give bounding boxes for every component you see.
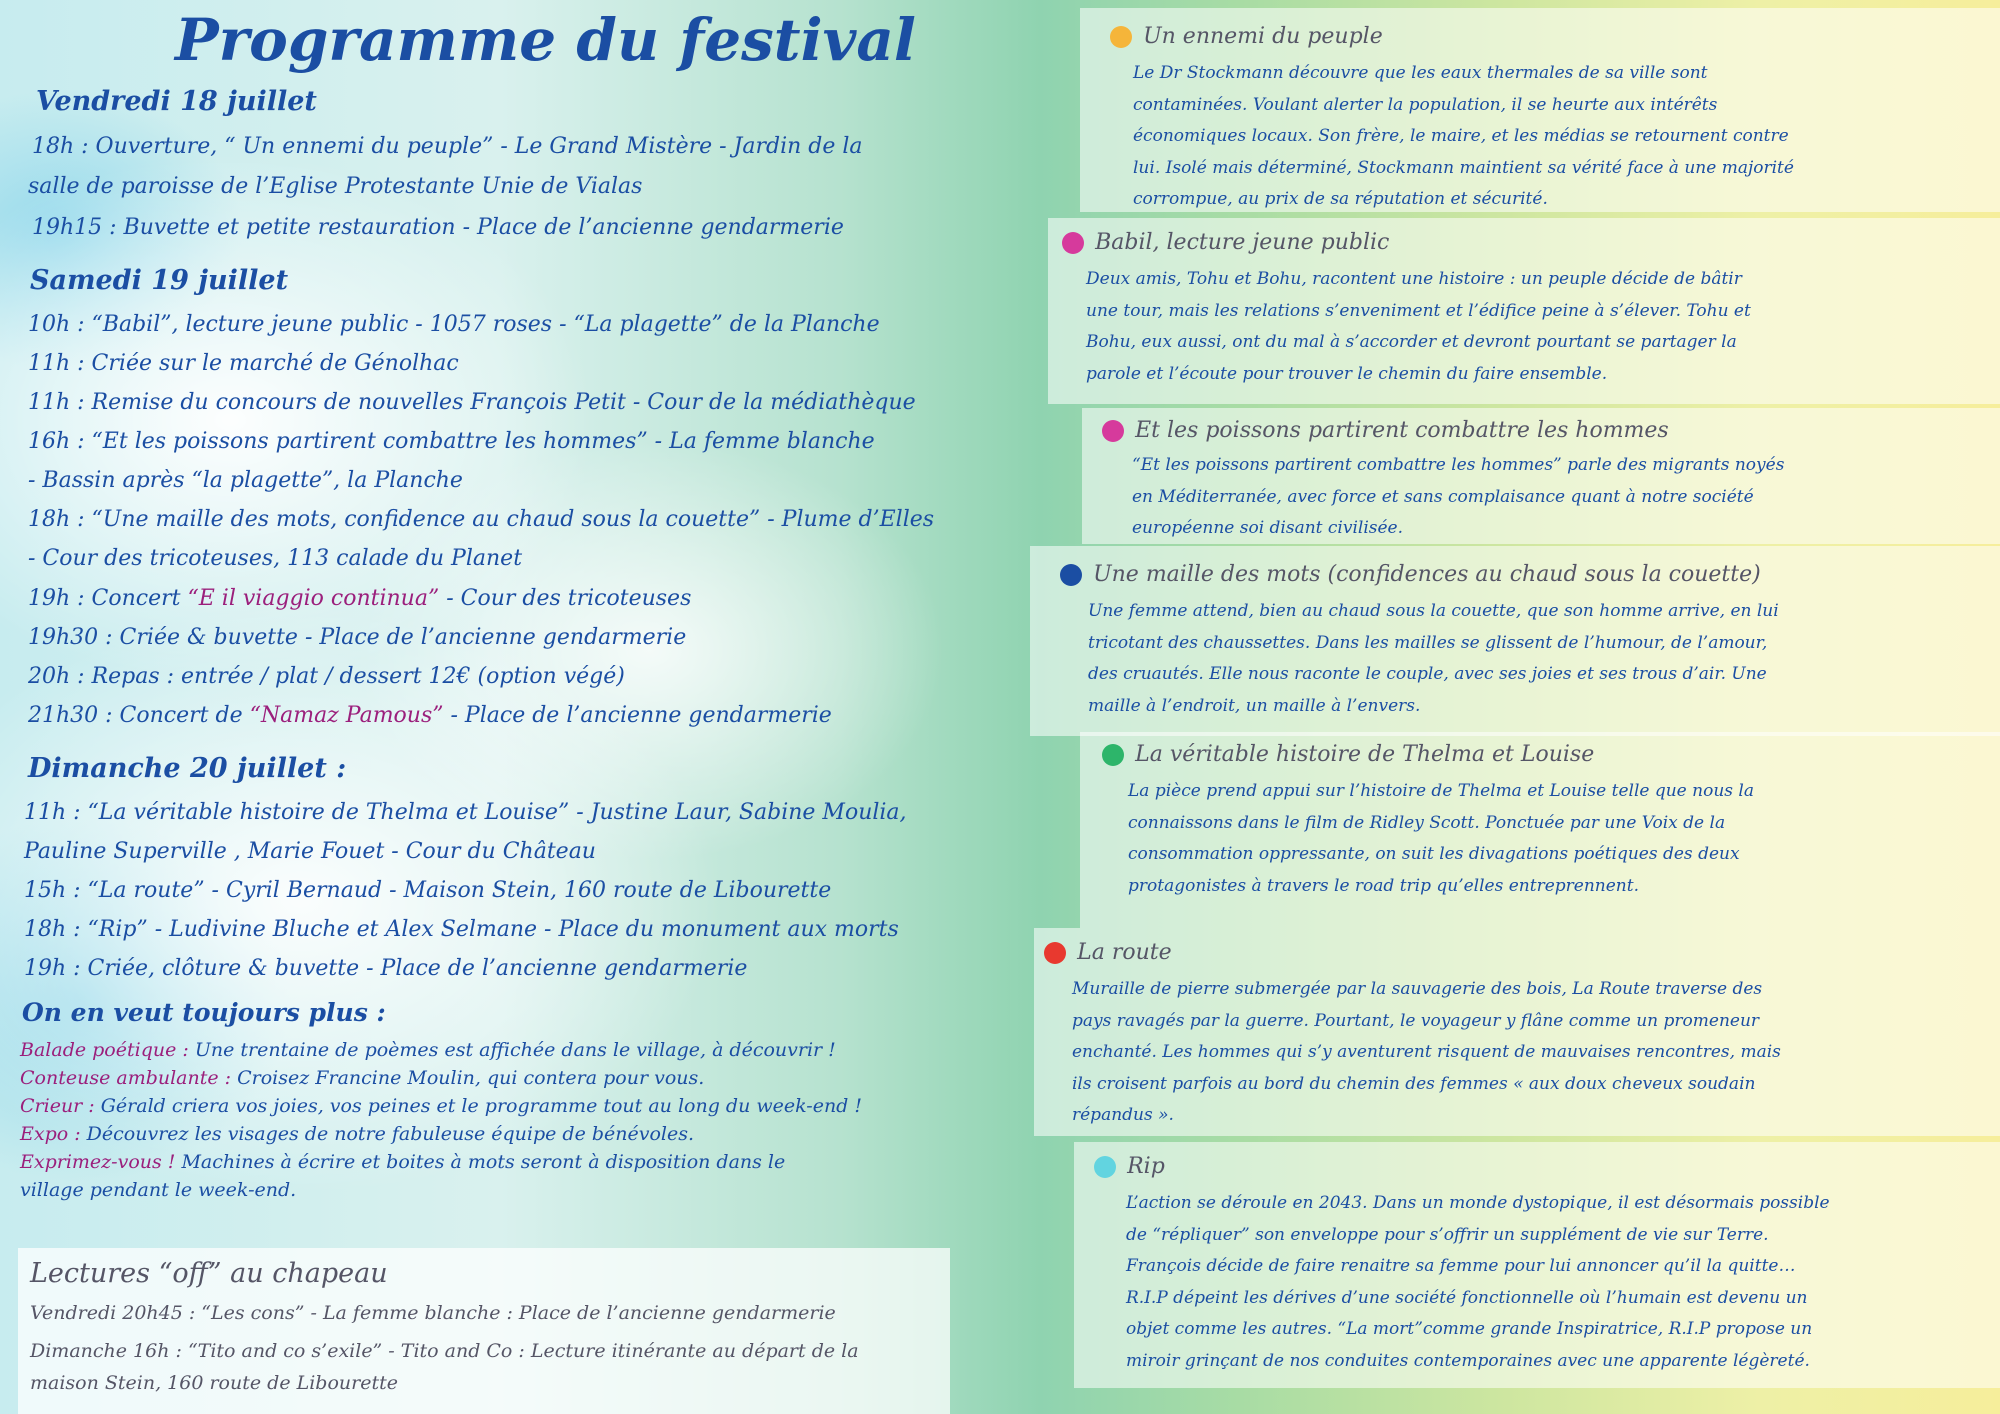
day-heading-friday: Vendredi 18 juillet (36, 86, 317, 117)
saturday-line-5b: - Cour des tricoteuses, 113 calade du Planet (28, 546, 523, 571)
more-item-2 (20, 1064, 862, 1092)
desc-line: pays ravagés par la guerre. Pourtant, le voyageur y flâne comme un promeneur (1072, 1010, 1760, 1031)
show-title: Une maille des mots (confidences au chaud sous la couette) (1093, 562, 1761, 587)
off-line-2b: maison Stein, 160 route de Libourette (30, 1372, 398, 1394)
show-title-row (1044, 940, 1172, 965)
show-title-row (1110, 24, 1383, 49)
desc-line: répandus ». (1072, 1105, 1174, 1125)
show-title-row (1062, 230, 1389, 255)
pink-dot-icon (1062, 232, 1084, 254)
saturday-line-6-pre: 19h : Concert (28, 586, 188, 611)
sunday-line-4: 19h : Criée, clôture & buvette - Place de l’ancienne gendarmerie (24, 956, 748, 981)
saturday-line-1: 10h : “Babil”, lecture jeune public - 1057 roses - “La plagette” de la Planche (28, 312, 880, 337)
desc-line: L’action se déroule en 2043. Dans un monde dystopique, il est désormais possible (1126, 1193, 1830, 1213)
more-item-text: Une trentaine de poèmes est affichée dans le village, à découvrir ! (188, 1039, 836, 1061)
concert-name-2: “Namaz Pamous” (249, 703, 444, 728)
more-item-5 (20, 1148, 862, 1176)
red-dot-icon (1044, 942, 1066, 964)
more-item-label: Conteuse ambulante : (20, 1067, 232, 1089)
show-title-row (1094, 1154, 1165, 1179)
more-item-1 (20, 1036, 862, 1064)
saturday-line-8: 20h : Repas : entrée / plat / dessert 12€ (option végé) (28, 664, 625, 689)
page-title: Programme du festival (175, 6, 916, 74)
off-readings-box (18, 1248, 950, 1414)
saturday-line-4a: 16h : “Et les poissons partirent combattre les hommes” - La femme blanche (28, 429, 875, 454)
desc-line: économiques locaux. Son frère, le maire, et les médias se retournent contre (1133, 126, 1789, 146)
sunday-line-2: 15h : “La route” - Cyril Bernaud - Maison Stein, 160 route de Libourette (24, 878, 832, 903)
desc-line: ils croisent parfois au bord du chemin des femmes « aux doux cheveux soudain (1072, 1073, 1756, 1094)
show-panel-route (1034, 928, 2000, 1136)
desc-line: enchanté. Les hommes qui s’y aventurent risquent de mauvaises rencontres, mais (1072, 1042, 1781, 1062)
desc-line: La pièce prend appui sur l’histoire de Thelma et Louise telle que nous la (1128, 781, 1754, 801)
desc-line: Deux amis, Tohu et Bohu, racontent une histoire : un peuple décide de bâtir (1086, 269, 1742, 289)
show-description (1132, 450, 1992, 545)
more-heading: On en veut toujours plus : (22, 998, 386, 1027)
saturday-line-4b: - Bassin après “la plagette”, la Planche (28, 468, 463, 493)
desc-line: Muraille de pierre submergée par la sauvagerie des bois, La Route traverse des (1072, 979, 1763, 999)
show-description (1133, 58, 1973, 216)
saturday-line-6 (28, 583, 691, 614)
orange-dot-icon (1110, 26, 1132, 48)
more-item-label: Crieur : (20, 1095, 95, 1117)
show-description (1072, 974, 1992, 1132)
show-description (1128, 776, 1992, 902)
desc-line: européenne soi disant civilisée. (1132, 518, 1404, 538)
desc-line: R.I.P dépeint les dérives d’une société fonctionnelle où l’humain est devenu un (1126, 1287, 1808, 1308)
desc-line: en Méditerranée, avec force et sans complaisance quant à notre société (1132, 486, 1754, 507)
show-panel-maille (1030, 546, 2000, 736)
more-item-text: Gérald criera vos joies, vos peines et le programme tout au long du week-end ! (94, 1095, 863, 1117)
show-description (1126, 1188, 1992, 1377)
saturday-line-5a: 18h : “Une maille des mots, confidence au chaud sous la couette” - Plume d’Elles (28, 507, 935, 532)
desc-line: Bohu, eux aussi, ont du mal à s’accorder et devront pourtant se partager la (1086, 332, 1737, 352)
saturday-line-9 (28, 700, 832, 731)
show-title: Babil, lecture jeune public (1095, 230, 1390, 255)
more-item-3 (20, 1092, 862, 1120)
sunday-line-1b: Pauline Superville , Marie Fouet - Cour du Château (24, 839, 596, 864)
saturday-line-6-post: - Cour des tricoteuses (439, 586, 692, 611)
friday-line-2: 19h15 : Buvette et petite restauration - Place de l’ancienne gendarmerie (32, 215, 844, 240)
desc-line: lui. Isolé mais déterminé, Stockmann maintient sa vérité face à une majorité (1133, 157, 1794, 178)
show-panel-rip (1074, 1142, 2000, 1388)
blue-dot-icon (1060, 564, 1082, 586)
show-panel-thelma (1080, 732, 2000, 928)
pink-dot-icon (1102, 420, 1124, 442)
show-title-row (1102, 742, 1594, 767)
day-heading-saturday: Samedi 19 juillet (30, 265, 289, 296)
saturday-line-3: 11h : Remise du concours de nouvelles François Petit - Cour de la médiathèque (28, 390, 916, 415)
show-title-row (1102, 418, 1669, 443)
desc-line: une tour, mais les relations s’enveniment et l’édifice peine à s’élever. Tohu et (1086, 300, 1751, 321)
more-list (20, 1036, 862, 1204)
sunday-line-3: 18h : “Rip” - Ludivine Bluche et Alex Selmane - Place du monument aux morts (24, 917, 899, 942)
desc-line: consommation oppressante, on suit les divagations poétiques des deux (1128, 844, 1740, 864)
desc-line: miroir grinçant de nos conduites contemporaines avec une apparente légèreté. (1126, 1350, 1810, 1371)
desc-line: contaminées. Voulant alerter la population, il se heurte aux intérêts (1133, 94, 1718, 115)
desc-line: connaissons dans le film de Ridley Scott. Ponctuée par une Voix de la (1128, 812, 1726, 833)
show-title-row (1060, 562, 1761, 587)
more-item-last: village pendant le week-end. (20, 1179, 297, 1201)
saturday-line-7: 19h30 : Criée & buvette - Place de l’ancienne gendarmerie (28, 625, 687, 650)
off-heading: Lectures “off” au chapeau (30, 1258, 388, 1289)
desc-line: des cruautés. Elle nous raconte le couple, avec ses joies et ses trous d’air. Une (1088, 664, 1767, 684)
desc-line: corrompue, au prix de sa réputation et sécurité. (1133, 189, 1548, 209)
day-heading-sunday: Dimanche 20 juillet : (28, 753, 347, 784)
show-description (1086, 264, 1986, 390)
more-item-label: Balade poétique : (20, 1039, 189, 1061)
desc-line: “Et les poissons partirent combattre les hommes” parle des migrants noyés (1132, 455, 1785, 475)
desc-line: objet comme les autres. “La mort”comme grande Inspiratrice, R.I.P propose un (1126, 1319, 1813, 1339)
concert-name-1: “E il viaggio continua” (187, 586, 440, 611)
show-panel-ennemi (1080, 8, 2000, 212)
show-title: Et les poissons partirent combattre les hommes (1135, 418, 1669, 443)
show-title: La route (1077, 940, 1172, 965)
friday-line-1a: 18h : Ouverture, “ Un ennemi du peuple” - Le Grand Mistère - Jardin de la (32, 134, 863, 159)
desc-line: parole et l’écoute pour trouver le chemin du faire ensemble. (1086, 363, 1608, 384)
show-title: La véritable histoire de Thelma et Louise (1135, 742, 1595, 767)
show-title: Rip (1127, 1154, 1165, 1179)
sunday-line-1a: 11h : “La véritable histoire de Thelma et Louise” - Justine Laur, Sabine Moulia, (24, 800, 907, 825)
show-panel-poissons (1082, 408, 2000, 544)
more-item-text: Machines à écrire et boites à mots seront à disposition dans le (175, 1151, 786, 1173)
saturday-line-9-pre: 21h30 : Concert de (28, 703, 250, 728)
show-title: Un ennemi du peuple (1143, 24, 1383, 49)
desc-line: Une femme attend, bien au chaud sous la couette, que son homme arrive, en lui (1088, 601, 1779, 621)
green-dot-icon (1102, 744, 1124, 766)
desc-line: maille à l’endroit, un maille à l’envers. (1088, 695, 1421, 716)
desc-line: protagonistes à travers le road trip qu’elles entreprennent. (1128, 875, 1639, 896)
more-item-4 (20, 1120, 862, 1148)
friday-line-1b: salle de paroisse de l’Eglise Protestante Unie de Vialas (28, 174, 643, 199)
show-description (1088, 596, 1988, 722)
more-item-label: Exprimez-vous ! (20, 1151, 176, 1173)
cyan-dot-icon (1094, 1156, 1116, 1178)
saturday-line-9-post: - Place de l’ancienne gendarmerie (443, 703, 832, 728)
more-item-text: Croisez Francine Moulin, qui contera pour vous. (231, 1067, 705, 1089)
desc-line: de “répliquer” son enveloppe pour s’offrir un supplément de vie sur Terre. (1126, 1224, 1769, 1245)
desc-line: tricotant des chaussettes. Dans les mailles se glissent de l’humour, de l’amour, (1088, 632, 1768, 653)
desc-line: Le Dr Stockmann découvre que les eaux thermales de sa ville sont (1133, 63, 1708, 83)
off-line-1: Vendredi 20h45 : “Les cons” - La femme blanche : Place de l’ancienne gendarmerie (30, 1302, 836, 1324)
more-item-text: Découvrez les visages de notre fabuleuse équipe de bénévoles. (80, 1123, 695, 1145)
more-item-label: Expo : (20, 1123, 81, 1145)
off-line-2a: Dimanche 16h : “Tito and co s’exile” - Tito and Co : Lecture itinérante au départ de la (30, 1340, 859, 1362)
show-panel-babil (1048, 218, 2000, 404)
desc-line: François décide de faire renaitre sa femme pour lui annoncer qu’il la quitte… (1126, 1256, 1796, 1276)
saturday-line-2: 11h : Criée sur le marché de Génolhac (28, 351, 459, 376)
